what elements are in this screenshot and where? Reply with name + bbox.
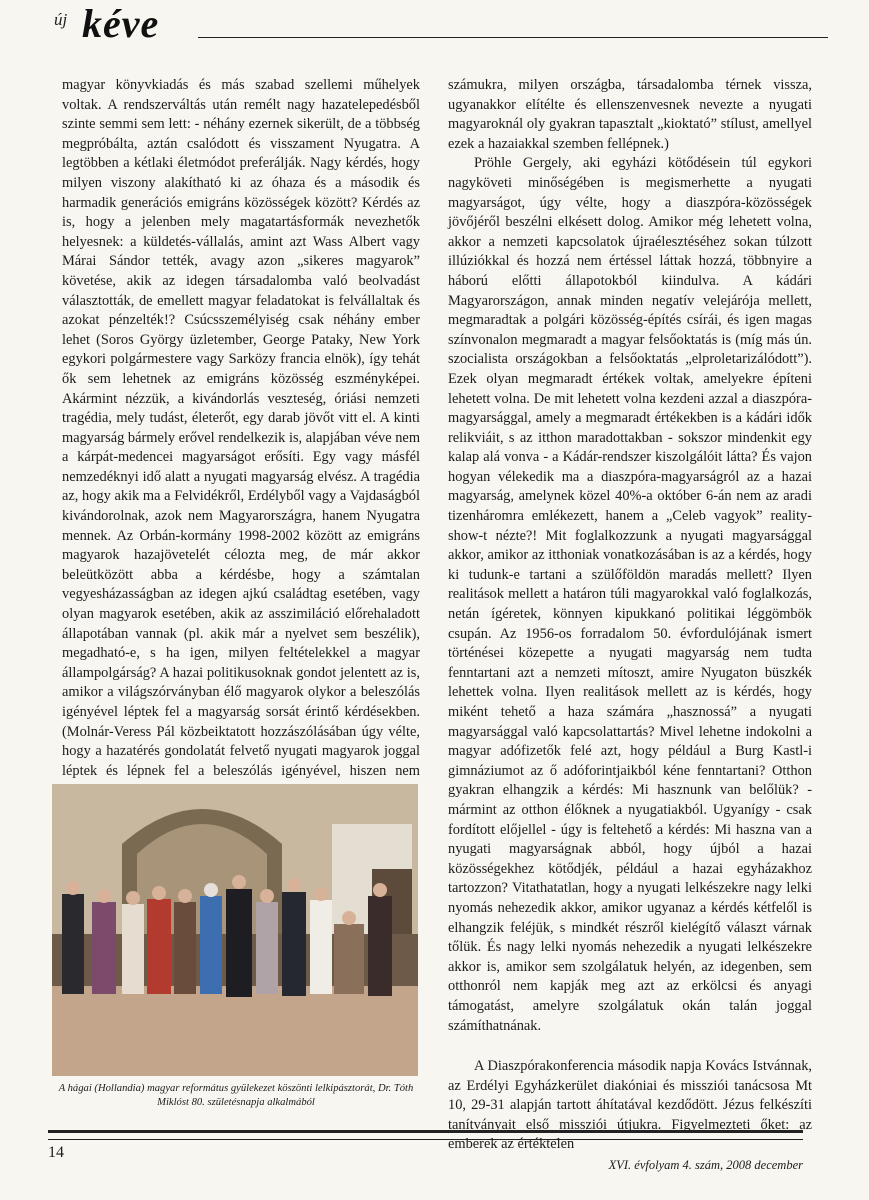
footer-rule-thin (48, 1139, 803, 1140)
left-column (62, 76, 420, 801)
group-photo (52, 784, 418, 1076)
page-number: 14 (48, 1144, 64, 1161)
photo-caption: A hágai (Hollandia) magyar református gyülekezet köszönti lelkipásztorát, Dr. Tóth Miklóst 80. születésnapja alkalmából (58, 1083, 414, 1108)
masthead (48, 1, 828, 54)
right-paragraph-1: számukra, milyen országba, társadalomba térnek vissza, ugyanakkor elítélte és ellenszenvesnek nevezte a nyugati magyaroknál oly gyakran tapasztalt „kioktató” stílust, amellyel ezek a hazaiakkal szemben fellépnek.) (448, 77, 812, 152)
right-paragraph-2: Pröhle Gergely, aki egyházi kötődésein túl egykori nagyköveti minőségében is megismerhette a nyugati magyarságot, úgy vélte, hogy a diaszpóra-közösségek jövőjéről beszélni elkésett dolog. Amikor még lehetett volna, akkor a nemzeti kapcsolatok újraélesztéséhez sokan túlzott illúziókkal és hozzá nem értéssel láttak hozzá, többnyire a háború előtti állapotokból kiindulva. A kádári Magyarországon, annak minden negatív velejárója mellett, megmaradtak a polgári közösség-építés csírái, és igen magas színvonalon megmaradt a magyar felsőoktatás is (míg más ún. szocialista országokban a felsőoktatás „elproletarizálódott”). Ezek olyan megmaradt értékek voltak, amelyekre építeni lehetett volna. De mit lehetett volna kezdeni azzal a diaszpóra-magyarsággal, amely a megmaradt értékekben is a kádári idők relikviáit, s az itthon maradottakban - sokszor mindenkit egy kalap alá vonva - a Kádár-rendszer kiszolgálóit látta? És vajon hogyan vélekedik ma a diaszpóra-magyarságról az a hazai magyarság, amelynek közel 40%-a október 6-án nem az aradi tizenháromra emlékezett, hanem a „Celeb vagyok” reality-show-t nézte?! Mit foglalkozzunk a nyugati magyarsággal akkor, amikor az itthoniak vonatkozásában is az a kérdés, hogy ki tudunk-e tartani a szülőföldön maradás mellett? Ilyen realitások mellett a határon túli magyarokkal való foglalkozás, netán ígéretek, könnyen kipukkanó politikai léggömbök csupán. Az 1956-os forradalom 50. évfordulójának ismert történései közepette a nyugati magyarság nem tudta fenntartani azt a nemzeti mítoszt, amire Nyugaton büszkék lehettek volna. Ilyen realitások mellett az is kérdés, hogy miként tehető a haza számára „hasznossá” a nyugati magyarsággal való kapcsolattartás? Mivel lehetne indokolni a magyar adófizetők felé azt, hogy például a Burg Kastl-i gimnáziumot az ő adóforintjaikból kéne fenntartani? Otthon gyakran elhangzik a kérdés: Mi hasznunk van belőlük? - mármint az otthon élőknek a nyugatiakból. Ugyanígy - csak fordított előjellel - úgy is feltehető a kérdés: Mi haszna van a nyugati magyarságnak abból, hogy újból a hazai közösségekhez kötődjék, például a hazai egyházakhoz tartozzon? Vitathatatlan, hogy a nyugati lelkészekre nagy lelki nyomás nehezedik akkor, amikor ugyanaz a kérdés kétfelől is elhangzik feléjük, s mindkét részről kielégítő választ várnak tőlük. És nagy lelki nyomás nehezedik a nyugati lelkészekre akkor is, amikor sem szolgálatuk helyén, az idegenben, sem otthonról nem kapják meg azt az erkölcsi és anyagi támogatást, amelyre szolgálatuk okán talán joggal számíthatnának. (448, 155, 812, 1034)
issue-info: XVI. évfolyam 4. szám, 2008 december (608, 1158, 803, 1172)
masthead-rule (198, 37, 828, 38)
right-paragraph-3: A Diaszpórakonferencia második napja Kovács Istvánnak, az Erdélyi Egyházkerület diakóniai és missziói tanácsosa Mt 10, 29-31 alapján tartott áhítatával kezdődött. Jézus felkészíti tanítványait első missziói útjukra. Figyelmezteti őket: az emberek az értéktelen (448, 1058, 812, 1153)
masthead-prefix: új (54, 10, 68, 29)
left-paragraph-1: magyar könyvkiadás és más szabad szellemi műhelyek voltak. A rendszerváltás után remélt nagy hazatelepedésből szinte semmi sem lett: - néhány ezernek sikerült, de a többség megpróbálta, aztán csalódott és visszament Nyugatra. A legtöbben a kétlaki életmódot preferálják. Nagy kérdés, hogy milyen viszony alakítható ki az óhaza és a második és harmadik generációs emigráns közösségek között? Kérdés az is, hogy a jelenben mely magatartásformák nevezhetők helyesnek: a küldetés-vállalás, amint azt Wass Albert vagy Márai Sándor tették, avagy azon „sikeres magyarok” követése, akik az idegen társadalomba való beolvadást választották, de emellett magyar feladatokat is felvállaltak és azokat pénzelték!? Csúcsszemélyiség csak néhány ember lehet (Soros György üzletember, George Pataky, New York egykori polgármestere vagy Sarközy francia elnök), így tehát ők sem lehetnek az emigráns közösség eszményképei. Akármint nézzük, a kivándorlás veszteség, óriási nemzeti tragédia, mely tudást, életerőt, egy darab jövőt vitt el. A kinti magyarság bármely erővel rendelkezik is, alapjában véve nem a kárpát-medencei magyarságot erősíti. Egy vagy másfél nemzedéknyi idő alatt a nyugati magyarság elvész. A tragédia az, hogy akik ma a Felvidékről, Erdélyből vagy a Vajdaságból kivándorolnak, azok nem Magyarországra, hanem Nyugatra mennek. Az Orbán-kormány 1998-2002 között az emigráns magyarok hazajövetelét célozta meg, de már akkor beleütközött abba a kérdésbe, hogy a számtalan vegyesházasságban az idegen ajkú családtag esetében, vagy olyan magyarok esetében, akik az asszimiláció előrehaladott állapotában vannak (pl. akik már a nyelvet sem beszélik), megadható-e, s ha igen, milyen feltételekkel a magyar állampolgárság? A hazai politikusoknak gondot jelentett az is, amikor a világszórványban élő magyarok olykor a beleszólás igényével léptek fel a magyarság sorsát érintő kérdésekben. (Molnár-Veress Pál közbeiktatott hozzászólásában úgy vélte, hogy a hazatérés gondolatát felvető nyugati magyarok joggal léptek és lépnek fel a beleszólás igényével, hiszen nem (62, 77, 421, 779)
footer-rule-thick (48, 1130, 803, 1133)
right-column (448, 76, 812, 1155)
group-photo-illustration (52, 784, 418, 1076)
masthead-title: kéve (82, 1, 160, 46)
